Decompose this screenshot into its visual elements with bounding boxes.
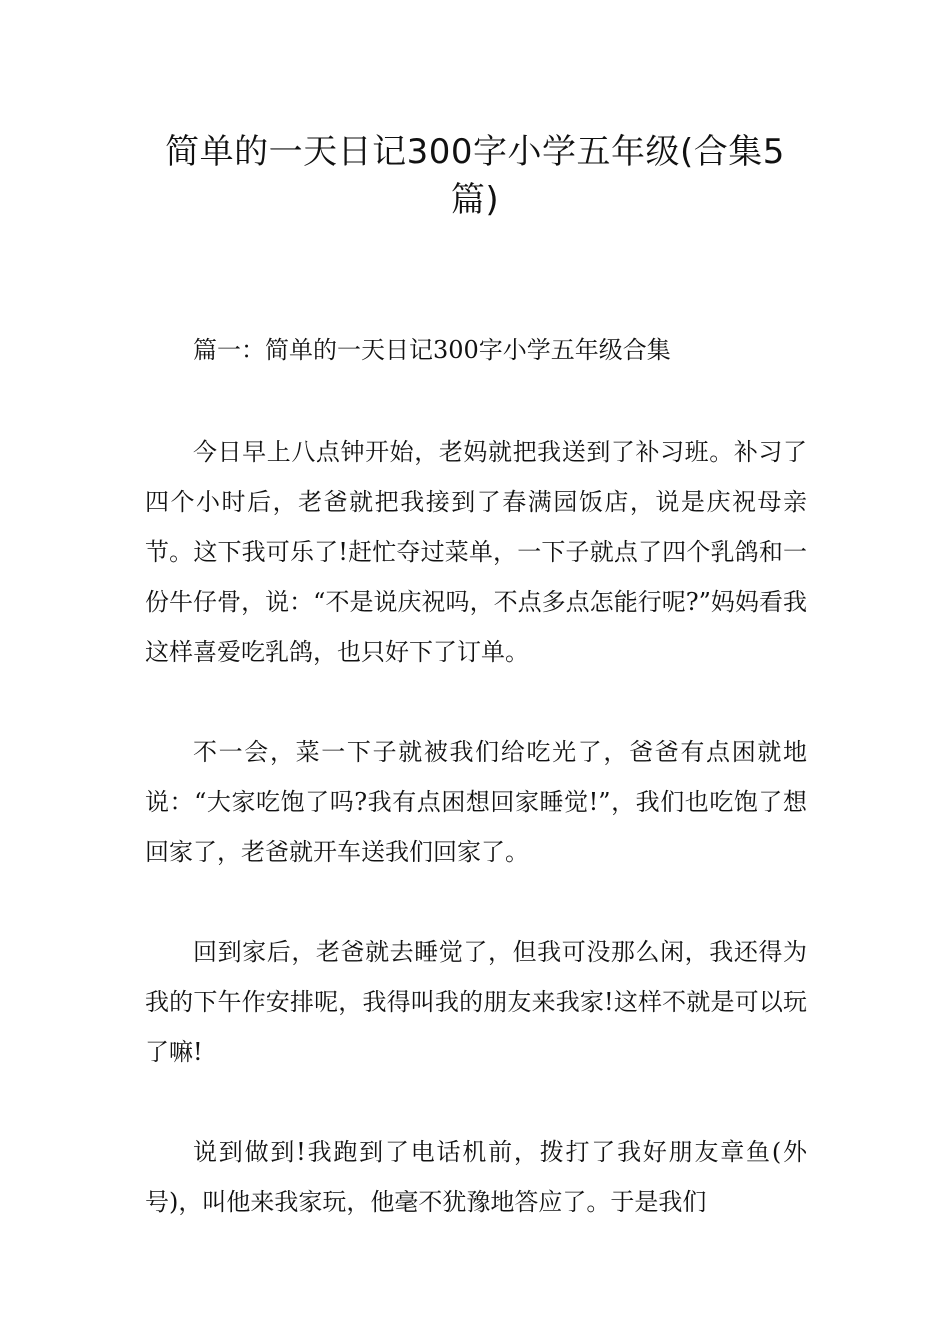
document-title: 简单的一天日记300字小学五年级(合集5篇) (165, 132, 785, 220)
paragraph-2: 不一会，菜一下子就被我们给吃光了，爸爸有点困就地说：“大家吃饱了吗?我有点困想回家睡觉!”，我们也吃饱了想回家了，老爸就开车送我们回家了。 (145, 738, 807, 866)
paragraph-1: 今日早上八点钟开始，老妈就把我送到了补习班。补习了四个小时后，老爸就把我接到了春满园饭店，说是庆祝母亲节。这下我可乐了!赶忙夺过菜单，一下子就点了四个乳鸽和一份牛仔骨，说：“不是说庆祝吗，不点多点怎能行呢?”妈妈看我这样喜爱吃乳鸽，也只好下了订单。 (145, 438, 807, 666)
section-heading: 篇一：简单的一天日记300字小学五年级合集 (193, 336, 671, 364)
paragraph-3: 回到家后，老爸就去睡觉了，但我可没那么闲，我还得为我的下午作安排呢，我得叫我的朋友来我家!这样不就是可以玩了嘛! (145, 938, 807, 1066)
document-body (145, 325, 807, 1277)
paragraph-4: 说到做到!我跑到了电话机前，拨打了我好朋友章鱼(外号)，叫他来我家玩，他毫不犹豫地答应了。于是我们 (145, 1138, 807, 1216)
